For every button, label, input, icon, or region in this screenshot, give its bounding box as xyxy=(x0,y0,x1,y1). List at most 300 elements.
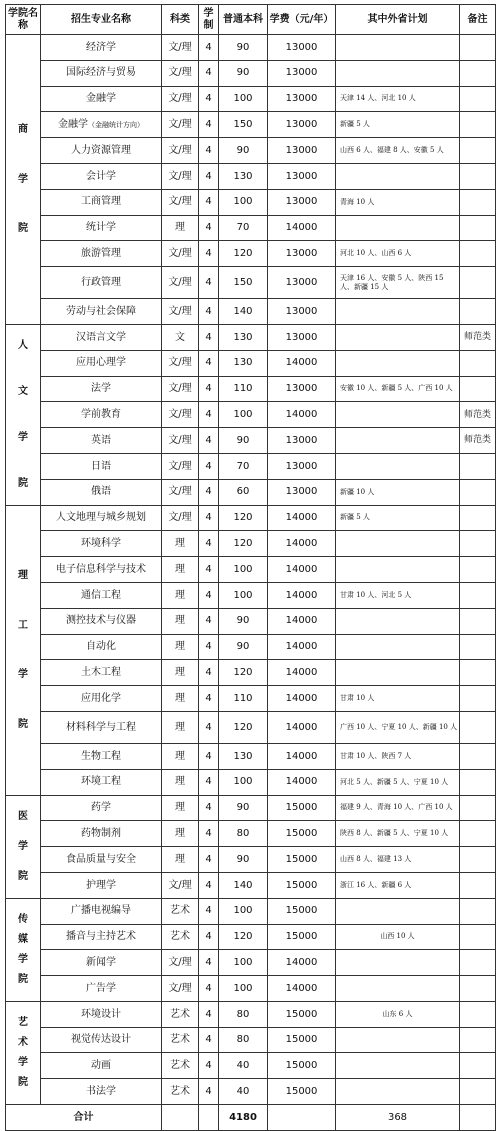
note-cell xyxy=(460,241,496,267)
major-name-text: 会计学 xyxy=(86,170,116,182)
category-cell: 理 xyxy=(162,557,199,583)
duration-cell: 4 xyxy=(199,531,219,557)
major-name xyxy=(41,163,162,189)
major-name-text: 播音与主持艺术 xyxy=(66,931,136,943)
quota-cell: 100 xyxy=(219,769,268,795)
out-of-province-plan-cell xyxy=(336,557,460,583)
major-name xyxy=(41,557,162,583)
note-cell xyxy=(460,479,496,505)
note-cell xyxy=(460,60,496,86)
duration-cell: 4 xyxy=(199,1053,219,1079)
major-name-text: 应用化学 xyxy=(81,692,121,704)
college-name-text: 商 学 院 xyxy=(18,124,28,235)
out-of-province-plan-cell: 天津 16 人、安徽 5 人、陕西 15 人、新疆 15 人 xyxy=(336,267,460,299)
major-name xyxy=(41,138,162,164)
out-of-province-plan-cell xyxy=(336,634,460,660)
fee-cell: 13000 xyxy=(268,189,336,215)
major-name xyxy=(41,582,162,608)
table-row xyxy=(6,711,496,743)
quota-cell: 140 xyxy=(219,872,268,898)
out-of-province-plan-cell: 甘肃 10 人、河北 5 人 xyxy=(336,582,460,608)
table-row xyxy=(6,686,496,712)
out-of-province-plan-cell xyxy=(336,660,460,686)
duration-cell: 4 xyxy=(199,138,219,164)
out-of-province-plan-cell xyxy=(336,1027,460,1053)
fee-cell: 15000 xyxy=(268,924,336,950)
duration-cell: 4 xyxy=(199,112,219,138)
fee-cell: 14000 xyxy=(268,350,336,376)
out-of-province-plan-cell xyxy=(336,163,460,189)
out-of-province-plan-cell: 甘肃 10 人 xyxy=(336,686,460,712)
note-cell xyxy=(460,453,496,479)
major-name-text: 护理学 xyxy=(86,879,116,891)
category-cell: 文/理 xyxy=(162,35,199,61)
category-cell: 文/理 xyxy=(162,163,199,189)
table-row xyxy=(6,1027,496,1053)
major-name-text: 人文地理与城乡规划 xyxy=(56,512,146,524)
table-row xyxy=(6,950,496,976)
note-cell xyxy=(460,821,496,847)
table-row xyxy=(6,634,496,660)
duration-cell: 4 xyxy=(199,453,219,479)
note-cell xyxy=(460,163,496,189)
quota-cell: 100 xyxy=(219,582,268,608)
duration-cell: 4 xyxy=(199,376,219,402)
note-cell xyxy=(460,847,496,873)
category-cell: 理 xyxy=(162,686,199,712)
table-body xyxy=(6,35,496,1105)
major-name-text: 环境工程 xyxy=(81,776,121,788)
total-plan: 368 xyxy=(336,1105,460,1131)
total-label: 合计 xyxy=(6,1105,162,1131)
table-row xyxy=(6,267,496,299)
duration-cell: 4 xyxy=(199,769,219,795)
major-name xyxy=(41,1053,162,1079)
duration-cell: 4 xyxy=(199,350,219,376)
fee-cell: 15000 xyxy=(268,1001,336,1027)
major-name-text: 药学 xyxy=(91,802,111,814)
duration-cell: 4 xyxy=(199,821,219,847)
out-of-province-plan-cell: 陕西 8 人、新疆 5 人、宁夏 10 人 xyxy=(336,821,460,847)
duration-cell: 4 xyxy=(199,660,219,686)
fee-cell: 14000 xyxy=(268,686,336,712)
category-cell: 文/理 xyxy=(162,505,199,531)
duration-cell: 4 xyxy=(199,163,219,189)
category-cell: 理 xyxy=(162,634,199,660)
major-name xyxy=(41,35,162,61)
fee-cell: 14000 xyxy=(268,531,336,557)
category-cell: 文/理 xyxy=(162,402,199,428)
duration-cell: 4 xyxy=(199,241,219,267)
major-name xyxy=(41,402,162,428)
category-cell: 艺术 xyxy=(162,1079,199,1105)
fee-cell: 13000 xyxy=(268,324,336,350)
table-row xyxy=(6,299,496,325)
enrollment-plan-table xyxy=(5,4,496,1131)
fee-cell: 15000 xyxy=(268,1027,336,1053)
quota-cell: 150 xyxy=(219,112,268,138)
duration-cell: 4 xyxy=(199,1001,219,1027)
note-cell xyxy=(460,531,496,557)
total-row xyxy=(6,1105,496,1131)
out-of-province-plan-cell: 浙江 16 人、新疆 6 人 xyxy=(336,872,460,898)
fee-cell: 13000 xyxy=(268,163,336,189)
quota-cell: 90 xyxy=(219,847,268,873)
quota-cell: 90 xyxy=(219,795,268,821)
major-name-text: 金融学 xyxy=(86,93,116,105)
duration-cell: 4 xyxy=(199,428,219,454)
table-row xyxy=(6,163,496,189)
quota-cell: 120 xyxy=(219,660,268,686)
out-of-province-plan-cell xyxy=(336,898,460,924)
major-name xyxy=(41,743,162,769)
out-of-province-plan-cell: 山东 6 人 xyxy=(336,1001,460,1027)
quota-cell: 120 xyxy=(219,531,268,557)
out-of-province-plan-cell: 青海 10 人 xyxy=(336,189,460,215)
major-name xyxy=(41,376,162,402)
major-name-text: 书法学 xyxy=(86,1085,116,1097)
duration-cell: 4 xyxy=(199,924,219,950)
table-row xyxy=(6,189,496,215)
major-name xyxy=(41,86,162,112)
total-fee xyxy=(268,1105,336,1131)
note-cell xyxy=(460,505,496,531)
note-cell xyxy=(460,950,496,976)
category-cell: 文/理 xyxy=(162,86,199,112)
fee-cell: 15000 xyxy=(268,821,336,847)
duration-cell: 4 xyxy=(199,634,219,660)
duration-cell: 4 xyxy=(199,402,219,428)
table-row xyxy=(6,795,496,821)
major-name xyxy=(41,350,162,376)
college-name-text: 医 学 院 xyxy=(18,810,28,882)
fee-cell: 15000 xyxy=(268,795,336,821)
table-row xyxy=(6,35,496,61)
major-name xyxy=(41,821,162,847)
table-row xyxy=(6,350,496,376)
note-cell: 师范类 xyxy=(460,428,496,454)
table-row xyxy=(6,1079,496,1105)
out-of-province-plan-cell: 山西 8 人、福建 13 人 xyxy=(336,847,460,873)
category-cell: 文/理 xyxy=(162,267,199,299)
major-name xyxy=(41,60,162,86)
fee-cell: 14000 xyxy=(268,215,336,241)
college-name-text: 传 媒 学 院 xyxy=(18,914,28,985)
note-cell xyxy=(460,743,496,769)
category-cell: 文/理 xyxy=(162,112,199,138)
col-header-major: 招生专业名称 xyxy=(41,5,162,35)
major-name xyxy=(41,479,162,505)
category-cell: 文/理 xyxy=(162,241,199,267)
college-name-text: 艺 术 学 院 xyxy=(18,1017,28,1089)
table-row xyxy=(6,582,496,608)
fee-cell: 15000 xyxy=(268,1079,336,1105)
major-name-text: 劳动与社会保障 xyxy=(66,305,136,317)
note-cell xyxy=(460,86,496,112)
major-name xyxy=(41,189,162,215)
major-name xyxy=(41,769,162,795)
category-cell: 文 xyxy=(162,324,199,350)
major-name xyxy=(41,711,162,743)
quota-cell: 100 xyxy=(219,402,268,428)
category-cell: 文/理 xyxy=(162,428,199,454)
quota-cell: 100 xyxy=(219,950,268,976)
table-row xyxy=(6,138,496,164)
total-note xyxy=(460,1105,496,1131)
duration-cell: 4 xyxy=(199,1079,219,1105)
major-name xyxy=(41,898,162,924)
category-cell: 理 xyxy=(162,215,199,241)
major-name xyxy=(41,686,162,712)
duration-cell: 4 xyxy=(199,1027,219,1053)
major-name-text: 俄语 xyxy=(91,486,111,498)
quota-cell: 100 xyxy=(219,976,268,1002)
table-row xyxy=(6,531,496,557)
note-cell xyxy=(460,557,496,583)
duration-cell: 4 xyxy=(199,686,219,712)
major-name-text: 金融学 xyxy=(58,119,88,131)
fee-cell: 14000 xyxy=(268,976,336,1002)
quota-cell: 80 xyxy=(219,821,268,847)
table-row xyxy=(6,1001,496,1027)
table-row xyxy=(6,215,496,241)
category-cell: 艺术 xyxy=(162,1027,199,1053)
out-of-province-plan-cell: 新疆 5 人 xyxy=(336,505,460,531)
fee-cell: 15000 xyxy=(268,1053,336,1079)
quota-cell: 40 xyxy=(219,1053,268,1079)
table-row xyxy=(6,505,496,531)
major-name-text: 应用心理学 xyxy=(76,357,126,369)
table-row xyxy=(6,743,496,769)
quota-cell: 60 xyxy=(219,479,268,505)
quota-cell: 90 xyxy=(219,634,268,660)
major-name xyxy=(41,112,162,138)
out-of-province-plan-cell xyxy=(336,402,460,428)
note-cell: 师范类 xyxy=(460,402,496,428)
table-row xyxy=(6,428,496,454)
out-of-province-plan-cell xyxy=(336,324,460,350)
total-quota: 4180 xyxy=(219,1105,268,1131)
college-name-text: 人 文 学 院 xyxy=(18,340,28,489)
fee-cell: 14000 xyxy=(268,402,336,428)
table-row xyxy=(6,557,496,583)
out-of-province-plan-cell xyxy=(336,60,460,86)
category-cell: 文/理 xyxy=(162,189,199,215)
major-name-text: 生物工程 xyxy=(81,750,121,762)
note-cell xyxy=(460,299,496,325)
duration-cell: 4 xyxy=(199,976,219,1002)
major-name xyxy=(41,1027,162,1053)
fee-cell: 14000 xyxy=(268,608,336,634)
table-row xyxy=(6,60,496,86)
note-cell xyxy=(460,634,496,660)
major-name-sub: （金融统计方向） xyxy=(88,121,144,130)
note-cell xyxy=(460,267,496,299)
major-name-text: 自动化 xyxy=(86,641,116,653)
college-name xyxy=(6,505,41,795)
duration-cell: 4 xyxy=(199,608,219,634)
total-category xyxy=(162,1105,199,1131)
major-name xyxy=(41,453,162,479)
fee-cell: 14000 xyxy=(268,634,336,660)
table-row xyxy=(6,660,496,686)
note-cell xyxy=(460,872,496,898)
note-cell xyxy=(460,1001,496,1027)
note-cell xyxy=(460,350,496,376)
quota-cell: 120 xyxy=(219,924,268,950)
note-cell xyxy=(460,795,496,821)
major-name xyxy=(41,1001,162,1027)
major-name-text: 动画 xyxy=(91,1060,111,1072)
quota-cell: 90 xyxy=(219,608,268,634)
fee-cell: 15000 xyxy=(268,847,336,873)
quota-cell: 100 xyxy=(219,189,268,215)
category-cell: 艺术 xyxy=(162,1001,199,1027)
out-of-province-plan-cell: 山西 10 人 xyxy=(336,924,460,950)
note-cell xyxy=(460,769,496,795)
quota-cell: 100 xyxy=(219,898,268,924)
category-cell: 文/理 xyxy=(162,350,199,376)
major-name-text: 旅游管理 xyxy=(81,248,121,260)
quota-cell: 110 xyxy=(219,686,268,712)
quota-cell: 110 xyxy=(219,376,268,402)
fee-cell: 14000 xyxy=(268,743,336,769)
out-of-province-plan-cell: 广西 10 人、宁夏 10 人、新疆 10 人 xyxy=(336,711,460,743)
table-row xyxy=(6,376,496,402)
note-cell xyxy=(460,1027,496,1053)
duration-cell: 4 xyxy=(199,582,219,608)
major-name-text: 环境科学 xyxy=(81,537,121,549)
duration-cell: 4 xyxy=(199,847,219,873)
fee-cell: 13000 xyxy=(268,138,336,164)
note-cell xyxy=(460,976,496,1002)
category-cell: 文/理 xyxy=(162,299,199,325)
fee-cell: 14000 xyxy=(268,950,336,976)
out-of-province-plan-cell xyxy=(336,215,460,241)
college-name xyxy=(6,898,41,1001)
out-of-province-plan-cell xyxy=(336,531,460,557)
category-cell: 理 xyxy=(162,743,199,769)
fee-cell: 13000 xyxy=(268,112,336,138)
fee-cell: 13000 xyxy=(268,453,336,479)
fee-cell: 14000 xyxy=(268,557,336,583)
major-name-text: 汉语言文学 xyxy=(76,331,126,343)
duration-cell: 4 xyxy=(199,60,219,86)
fee-cell: 14000 xyxy=(268,769,336,795)
category-cell: 艺术 xyxy=(162,924,199,950)
category-cell: 文/理 xyxy=(162,376,199,402)
note-cell xyxy=(460,582,496,608)
fee-cell: 14000 xyxy=(268,660,336,686)
quota-cell: 40 xyxy=(219,1079,268,1105)
major-name xyxy=(41,531,162,557)
category-cell: 理 xyxy=(162,711,199,743)
major-name xyxy=(41,660,162,686)
note-cell xyxy=(460,189,496,215)
fee-cell: 14000 xyxy=(268,711,336,743)
category-cell: 文/理 xyxy=(162,950,199,976)
table-row xyxy=(6,402,496,428)
note-cell xyxy=(460,924,496,950)
category-cell: 文/理 xyxy=(162,479,199,505)
quota-cell: 130 xyxy=(219,350,268,376)
out-of-province-plan-cell xyxy=(336,35,460,61)
out-of-province-plan-cell: 新疆 10 人 xyxy=(336,479,460,505)
duration-cell: 4 xyxy=(199,324,219,350)
major-name xyxy=(41,241,162,267)
note-cell xyxy=(460,1053,496,1079)
table-row xyxy=(6,898,496,924)
college-name xyxy=(6,324,41,505)
fee-cell: 14000 xyxy=(268,505,336,531)
table-row xyxy=(6,453,496,479)
quota-cell: 120 xyxy=(219,505,268,531)
major-name-text: 广播电视编导 xyxy=(71,905,131,917)
major-name xyxy=(41,872,162,898)
category-cell: 理 xyxy=(162,531,199,557)
major-name-text: 药物制剂 xyxy=(81,827,121,839)
quota-cell: 90 xyxy=(219,428,268,454)
table-row xyxy=(6,769,496,795)
major-name-text: 材料科学与工程 xyxy=(66,721,136,733)
major-name xyxy=(41,505,162,531)
col-header-fee: 学费（元/年） xyxy=(268,5,336,35)
duration-cell: 4 xyxy=(199,872,219,898)
out-of-province-plan-cell: 山西 6 人、福建 8 人、安徽 5 人 xyxy=(336,138,460,164)
category-cell: 理 xyxy=(162,582,199,608)
major-name-text: 人力资源管理 xyxy=(71,144,131,156)
fee-cell: 15000 xyxy=(268,898,336,924)
out-of-province-plan-cell: 福建 9 人、青海 10 人、广西 10 人 xyxy=(336,795,460,821)
table-row xyxy=(6,924,496,950)
major-name-text: 广告学 xyxy=(86,982,116,994)
major-name-text: 日语 xyxy=(91,460,111,472)
out-of-province-plan-cell xyxy=(336,1079,460,1105)
major-name-text: 国际经济与贸易 xyxy=(66,67,136,79)
quota-cell: 130 xyxy=(219,743,268,769)
major-name xyxy=(41,324,162,350)
quota-cell: 80 xyxy=(219,1027,268,1053)
table-row xyxy=(6,821,496,847)
fee-cell: 13000 xyxy=(268,241,336,267)
category-cell: 文/理 xyxy=(162,872,199,898)
duration-cell: 4 xyxy=(199,711,219,743)
quota-cell: 150 xyxy=(219,267,268,299)
total-duration xyxy=(199,1105,219,1131)
out-of-province-plan-cell: 甘肃 10 人、陕西 7 人 xyxy=(336,743,460,769)
major-name-text: 视觉传达设计 xyxy=(71,1034,131,1046)
major-name-text: 经济学 xyxy=(86,41,116,53)
out-of-province-plan-cell xyxy=(336,976,460,1002)
note-cell xyxy=(460,660,496,686)
duration-cell: 4 xyxy=(199,215,219,241)
duration-cell: 4 xyxy=(199,898,219,924)
note-cell xyxy=(460,138,496,164)
category-cell: 理 xyxy=(162,847,199,873)
fee-cell: 13000 xyxy=(268,60,336,86)
category-cell: 文/理 xyxy=(162,60,199,86)
duration-cell: 4 xyxy=(199,743,219,769)
quota-cell: 120 xyxy=(219,711,268,743)
out-of-province-plan-cell: 安徽 10 人、新疆 5 人、广西 10 人 xyxy=(336,376,460,402)
major-name xyxy=(41,924,162,950)
out-of-province-plan-cell xyxy=(336,1053,460,1079)
category-cell: 理 xyxy=(162,608,199,634)
duration-cell: 4 xyxy=(199,267,219,299)
out-of-province-plan-cell xyxy=(336,428,460,454)
major-name-text: 食品质量与安全 xyxy=(66,853,136,865)
fee-cell: 13000 xyxy=(268,35,336,61)
